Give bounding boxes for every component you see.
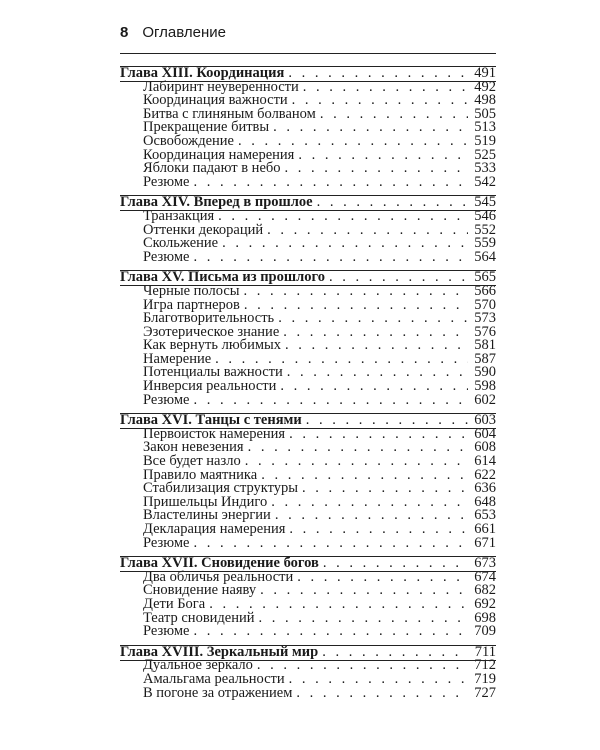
section-entry-page: 581 bbox=[474, 337, 496, 354]
running-header bbox=[120, 24, 226, 41]
dot-leader bbox=[244, 285, 468, 299]
section-entry bbox=[120, 391, 496, 408]
dot-leader bbox=[259, 612, 468, 626]
section-entry bbox=[120, 684, 496, 701]
chapter-rule-bottom bbox=[120, 285, 496, 286]
section-entry-title: Сновидение наяву bbox=[143, 582, 257, 599]
dot-leader bbox=[193, 176, 468, 190]
chapter-entry-title: Глава XVIII. Зеркальный мир bbox=[120, 643, 319, 660]
section-entry-page: 552 bbox=[474, 221, 496, 238]
dot-leader bbox=[278, 312, 468, 326]
table-of-contents bbox=[120, 67, 496, 707]
dot-leader bbox=[273, 121, 468, 135]
section-entry-title: Дуальное зеркало bbox=[143, 657, 253, 674]
chapter-rule-bottom bbox=[120, 210, 496, 211]
section-entry bbox=[120, 173, 496, 190]
dot-leader bbox=[298, 149, 468, 163]
section-entry-title: Два обличья реальности bbox=[143, 568, 294, 585]
section-entry-page: 590 bbox=[474, 364, 496, 381]
section-entry-title: Амальгама реальности bbox=[143, 670, 285, 687]
section-entry-title: Театр сновидений bbox=[143, 609, 255, 626]
dot-leader bbox=[317, 196, 468, 210]
section-entry bbox=[120, 534, 496, 551]
chapter-rule-top bbox=[120, 66, 496, 67]
dot-leader bbox=[275, 509, 468, 523]
section-entry-title: Битва с глиняным болваном bbox=[143, 105, 316, 122]
chapter-block bbox=[120, 643, 496, 701]
dot-leader bbox=[271, 496, 468, 510]
dot-leader bbox=[280, 380, 468, 394]
section-entry-page: 636 bbox=[474, 480, 496, 497]
section-entry-page: 709 bbox=[474, 623, 496, 640]
dot-leader bbox=[245, 455, 468, 469]
section-entry-title: Декларация намерения bbox=[143, 521, 286, 537]
dot-leader bbox=[193, 625, 468, 639]
section-entry-page: 570 bbox=[474, 296, 496, 313]
section-entry-page: 566 bbox=[474, 282, 496, 299]
dot-leader bbox=[244, 299, 468, 313]
section-entry-title: Резюме bbox=[143, 248, 190, 265]
section-entry-title: Резюме bbox=[143, 173, 190, 190]
dot-leader bbox=[257, 659, 468, 673]
section-entry-title: Освобождение bbox=[143, 132, 234, 149]
section-entry-title: Пришельцы Индиго bbox=[143, 493, 268, 510]
section-entry-title: Лабиринт неуверенности bbox=[143, 78, 299, 95]
section-entry-title: Транзакция bbox=[143, 207, 215, 224]
chapter-rule-top bbox=[120, 556, 496, 557]
section-entry-page: 505 bbox=[474, 105, 496, 122]
chapter-rule-bottom bbox=[120, 81, 496, 82]
section-entry-page: 661 bbox=[474, 521, 496, 537]
section-entry bbox=[120, 248, 496, 265]
section-entry-page: 727 bbox=[474, 684, 496, 701]
section-entry-page: 533 bbox=[474, 160, 496, 177]
dot-leader bbox=[289, 673, 468, 687]
section-entry-title: В погоне за отражением bbox=[143, 684, 293, 701]
dot-leader bbox=[193, 251, 468, 265]
chapter-entry-title: Глава XVI. Танцы с тенями bbox=[120, 412, 302, 429]
section-entry-title: Прекращение битвы bbox=[143, 119, 270, 136]
dot-leader bbox=[248, 441, 468, 455]
section-entry-page: 564 bbox=[474, 248, 496, 265]
section-entry-page: 608 bbox=[474, 439, 496, 456]
section-entry-title: Резюме bbox=[143, 534, 190, 551]
section-entry-title: Правило маятника bbox=[143, 466, 258, 483]
dot-leader bbox=[267, 224, 468, 238]
section-entry-page: 653 bbox=[474, 507, 496, 524]
dot-leader bbox=[288, 67, 468, 81]
section-entry-title: Стабилизация структуры bbox=[143, 480, 299, 497]
dot-leader bbox=[292, 94, 468, 108]
chapter-rule-top bbox=[120, 195, 496, 196]
section-entry-page: 513 bbox=[474, 119, 496, 136]
dot-leader bbox=[260, 584, 468, 598]
dot-leader bbox=[329, 271, 468, 285]
chapter-entry-title: Глава XV. Письма из прошлого bbox=[120, 269, 325, 286]
chapter-rule-top bbox=[120, 645, 496, 646]
section-entry-title: Закон невезения bbox=[143, 439, 244, 456]
chapter-rule-top bbox=[120, 413, 496, 414]
section-entry-page: 546 bbox=[474, 207, 496, 224]
dot-leader bbox=[193, 537, 468, 551]
section-entry bbox=[120, 625, 496, 639]
section-entry-page: 712 bbox=[474, 657, 496, 674]
section-entry-title: Потенциалы важности bbox=[143, 364, 283, 381]
dot-leader bbox=[287, 366, 468, 380]
section-entry-page: 682 bbox=[474, 582, 496, 599]
chapter-entry-page: 545 bbox=[474, 194, 496, 211]
section-entry-title: Намерение bbox=[143, 350, 212, 367]
section-entry-page: 604 bbox=[474, 425, 496, 442]
section-entry-page: 648 bbox=[474, 493, 496, 510]
section-entry-title: Координация важности bbox=[143, 92, 288, 109]
dot-leader bbox=[285, 162, 468, 176]
section-entry-page: 692 bbox=[474, 595, 496, 612]
section-entry-page: 492 bbox=[474, 78, 496, 95]
section-entry-title: Резюме bbox=[143, 391, 190, 408]
chapter-block bbox=[120, 271, 496, 407]
section-entry-title: Дети Бога bbox=[143, 595, 206, 612]
section-entry-title: Оттенки декораций bbox=[143, 221, 264, 238]
section-entry-page: 602 bbox=[474, 391, 496, 408]
section-entry-page: 576 bbox=[474, 323, 496, 340]
section-entry-title: Инверсия реальности bbox=[143, 378, 277, 395]
section-entry-title: Игра партнеров bbox=[143, 296, 240, 313]
dot-leader bbox=[222, 237, 468, 251]
page-number: 8 bbox=[120, 24, 129, 41]
section-entry-page: 674 bbox=[474, 568, 496, 585]
chapter-rule-top bbox=[120, 270, 496, 271]
chapter-entry-title: Глава XIV. Вперед в прошлое bbox=[120, 194, 313, 211]
chapter-block bbox=[120, 196, 496, 264]
dot-leader bbox=[193, 394, 468, 408]
section-entry-title: Координация намерения bbox=[143, 146, 295, 163]
header-rule bbox=[120, 53, 496, 54]
section-entry-page: 671 bbox=[474, 534, 496, 551]
dot-leader bbox=[283, 326, 468, 340]
section-entry-title: Благотворительность bbox=[143, 310, 275, 327]
section-entry-page: 525 bbox=[474, 146, 496, 163]
dot-leader bbox=[306, 414, 468, 428]
dot-leader bbox=[320, 108, 468, 122]
dot-leader bbox=[322, 646, 468, 660]
section-entry-page: 614 bbox=[474, 453, 496, 470]
section-entry-title: Резюме bbox=[143, 623, 190, 640]
section-entry-title: Как вернуть любимых bbox=[143, 337, 281, 354]
section-entry-title: Эзотерическое знание bbox=[143, 323, 280, 340]
chapter-entry-page: 711 bbox=[474, 643, 496, 660]
dot-leader bbox=[297, 571, 468, 585]
dot-leader bbox=[289, 523, 468, 537]
running-title: Оглавление bbox=[142, 24, 226, 41]
section-entry-page: 559 bbox=[474, 235, 496, 252]
section-entry-title: Первоисток намерения bbox=[143, 425, 286, 442]
section-entry-title: Черные полосы bbox=[143, 282, 240, 299]
section-entry-page: 598 bbox=[474, 378, 496, 395]
section-entry-page: 622 bbox=[474, 466, 496, 483]
chapter-entry-title: Глава XVII. Сновидение богов bbox=[120, 555, 319, 572]
chapter-rule-bottom bbox=[120, 571, 496, 572]
chapter-block bbox=[120, 557, 496, 639]
section-entry-page: 573 bbox=[474, 310, 496, 327]
dot-leader bbox=[323, 557, 468, 571]
dot-leader bbox=[289, 428, 468, 442]
chapter-rule-bottom bbox=[120, 428, 496, 429]
chapter-entry-page: 491 bbox=[474, 65, 496, 81]
section-entry-page: 719 bbox=[474, 670, 496, 687]
section-entry-title: Все будет назло bbox=[143, 453, 241, 470]
dot-leader bbox=[296, 687, 468, 701]
chapter-block bbox=[120, 67, 496, 189]
section-entry-title: Властелины энергии bbox=[143, 507, 271, 524]
section-entry-page: 498 bbox=[474, 92, 496, 109]
section-entry-title: Скольжение bbox=[143, 235, 219, 252]
chapter-entry-title: Глава XIII. Координация bbox=[120, 65, 285, 81]
chapter-entry-page: 603 bbox=[474, 412, 496, 429]
section-entry-page: 519 bbox=[474, 132, 496, 149]
dot-leader bbox=[303, 81, 468, 95]
chapter-entry-page: 565 bbox=[474, 269, 496, 286]
section-entry-page: 587 bbox=[474, 350, 496, 367]
section-entry-page: 542 bbox=[474, 173, 496, 190]
section-entry-page: 698 bbox=[474, 609, 496, 626]
chapter-block bbox=[120, 414, 496, 550]
section-entry-title: Яблоки падают в небо bbox=[143, 160, 281, 177]
chapter-rule-bottom bbox=[120, 660, 496, 661]
dot-leader bbox=[285, 339, 468, 353]
dot-leader bbox=[302, 482, 468, 496]
chapter-entry-page: 673 bbox=[474, 555, 496, 572]
